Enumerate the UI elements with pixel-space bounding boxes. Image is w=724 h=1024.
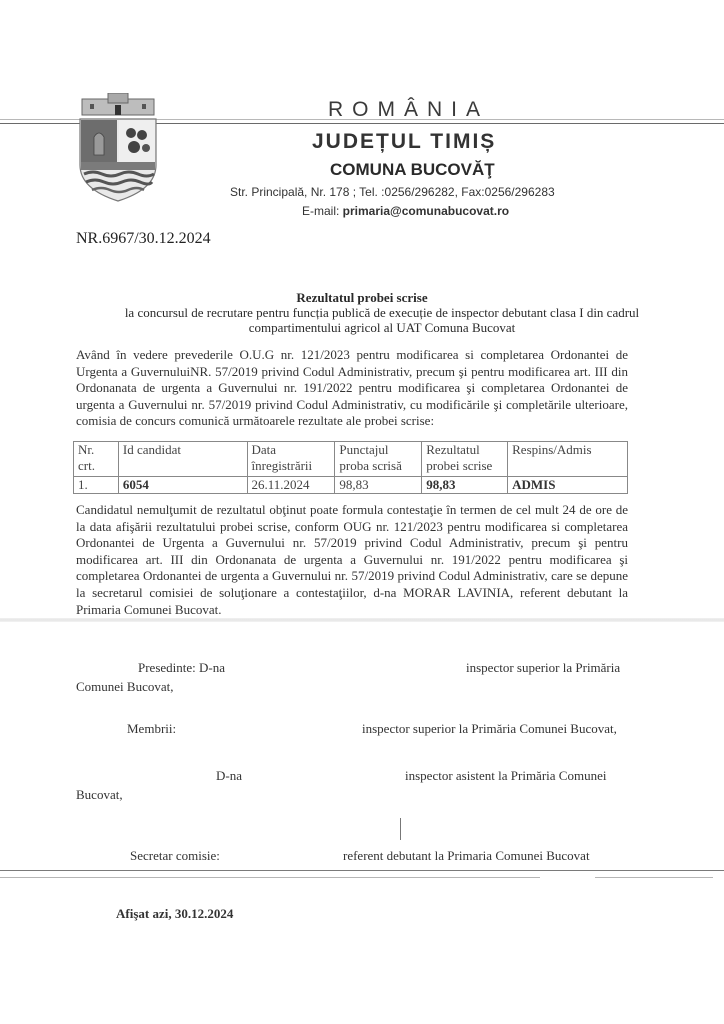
member1-role: inspector superior la Primăria Comunei Bucovat, bbox=[362, 721, 617, 736]
header-registration-date: Data înregistrării bbox=[247, 442, 335, 477]
commune-heading: COMUNA BUCOVĂŢ bbox=[330, 160, 495, 179]
document-title: Rezultatul probei scrise bbox=[296, 290, 428, 305]
member2-role-cont: Bucovat, bbox=[76, 787, 123, 802]
president-label: Presedinte: D-na bbox=[138, 660, 226, 675]
header-status: Respins/Admis bbox=[508, 442, 628, 477]
cell-written-result: 98,83 bbox=[422, 477, 508, 494]
cell-written-score: 98,83 bbox=[335, 477, 422, 494]
email-line bbox=[302, 204, 509, 218]
president-role: inspector superior la Primăria bbox=[466, 660, 621, 675]
results-table bbox=[73, 441, 628, 494]
members-label: Membrii: bbox=[127, 721, 177, 736]
header-candidate-id: Id candidat bbox=[118, 442, 247, 477]
footer-rule-thin bbox=[0, 877, 540, 878]
footer-rule-thin-right bbox=[595, 877, 713, 878]
secretary-role: referent debutant la Primaria Comunei Bucovat bbox=[343, 848, 590, 863]
scan-band bbox=[0, 618, 724, 622]
cell-status: ADMIS bbox=[508, 477, 628, 494]
table-row bbox=[74, 477, 628, 494]
footer-rule bbox=[0, 870, 724, 871]
president-role-cont: Comunei Bucovat, bbox=[76, 679, 174, 694]
posted-date: Afişat azi, 30.12.2024 bbox=[116, 906, 234, 921]
header-written-result: Rezultatul probei scrise bbox=[422, 442, 508, 477]
member2-role: inspector asistent la Primăria Comunei bbox=[405, 768, 607, 783]
table-header-row bbox=[74, 442, 628, 477]
email-label: E-mail: bbox=[302, 204, 343, 218]
pen-mark bbox=[400, 818, 401, 840]
registration-number: NR.6967/30.12.2024 bbox=[76, 230, 211, 247]
address-line: Str. Principală, Nr. 178 ; Tel. :0256/296282, Fax:0256/296283 bbox=[230, 185, 555, 199]
cell-candidate-id: 6054 bbox=[118, 477, 247, 494]
header-nr: Nr. crt. bbox=[74, 442, 119, 477]
coat-of-arms-icon bbox=[76, 93, 160, 203]
county-heading: JUDEȚUL TIMIȘ bbox=[312, 130, 497, 153]
member2-label: D-na bbox=[216, 768, 242, 783]
email-link[interactable]: primaria@comunabucovat.ro bbox=[342, 204, 510, 218]
intro-paragraph: Având în vedere prevederile O.U.G nr. 121/2023 pentru modificarea si completarea Ordonantei de Urgenta a GuvernuluiNR. 57/2019 privind Codul Administrativ, precum şi pentru modificarea art. III din Ordonanata de urgenta a Guvernului nr. 191/2022 pentru modificarea şi completarea Ordonantei de urgenta a Guvernului nr. 57/2019 privind Codul Administrativ, cu modificările şi completările ulterioare, comisia de concurs comunică următoarele rezultate ale probei scrise: bbox=[76, 347, 628, 429]
header-written-score: Punctajul proba scrisă bbox=[335, 442, 422, 477]
cell-nr: 1. bbox=[74, 477, 119, 494]
country-heading: ROMÂNIA bbox=[328, 98, 490, 121]
cell-registration-date: 26.11.2024 bbox=[247, 477, 335, 494]
appeal-paragraph: Candidatul nemulţumit de rezultatul obţinut poate formula contestaţie în termen de cel mult 24 de ore de la data afişării rezultatului probei scrise, conform OUG nr. 121/2023 pentru modificarea si completarea Ordonantei de Urgenta a Guvernului nr. 57/2019 privind Codul Administrativ, precum şi pentru modificarea art. III din Ordonanata de urgenta a Guvernului nr. 191/2022 pentru modificarea şi completarea Ordonantei de urgenta a Guvernului nr. 57/2019 privind Codul Administrativ, care se depune la secretarul comisiei de soluţionare a contestaţiilor, d-na MORAR LAVINIA, referent debutant la Primaria Comunei Bucovat. bbox=[76, 502, 628, 617]
secretary-label: Secretar comisie: bbox=[130, 848, 220, 863]
document-subtitle: la concursul de recrutare pentru funcția publică de execuție de inspector debutant clasa I din cadrul compartimentului agricol al UAT Comuna Bucovat bbox=[124, 305, 640, 335]
